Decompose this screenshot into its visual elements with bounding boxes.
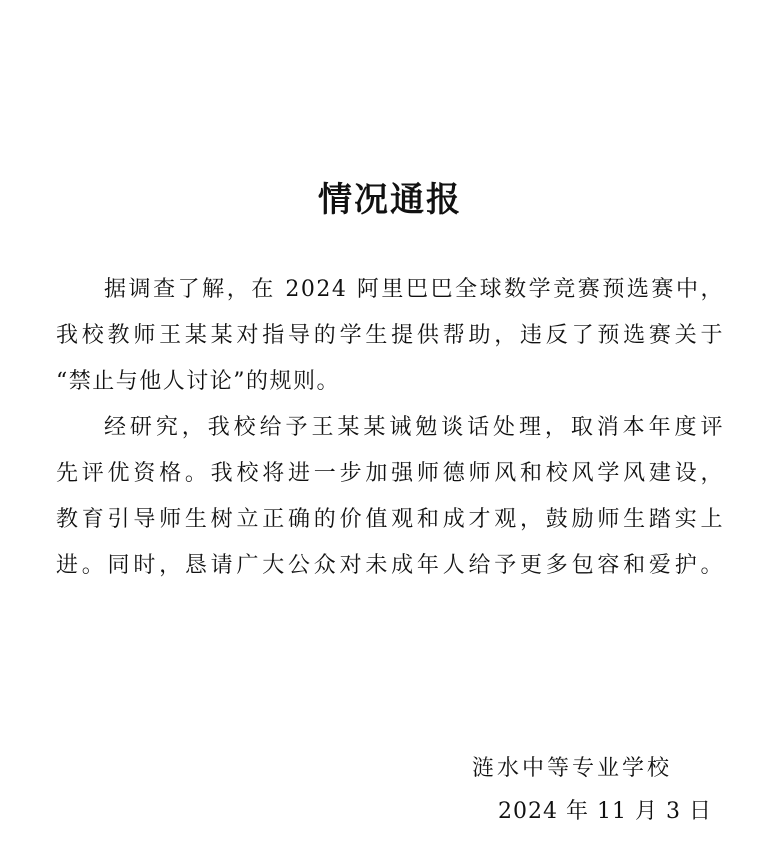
- signature-date: 2024 年 11 月 3 日: [498, 799, 712, 824]
- paragraph-2-line-1: 经研究，我校给予王某某诫勉谈话处理，取消本年度评: [104, 415, 724, 440]
- paragraph-2-line-2: 先评优资格。我校将进一步加强师德师风和校风学风建设，: [56, 461, 724, 486]
- paragraph-1-line-1: 据调查了解，在 2024 阿里巴巴全球数学竞赛预选赛中，: [104, 277, 724, 302]
- document-title: 情况通报: [318, 180, 462, 220]
- paragraph-2-line-3: 教育引导师生树立正确的价值观和成才观，鼓励师生踏实上: [56, 507, 724, 532]
- signature-organization: 涟水中等专业学校: [472, 756, 673, 781]
- paragraph-1-line-3: “禁止与他人讨论”的规则。: [56, 369, 340, 394]
- paragraph-2-line-4: 进。同时，恳请广大公众对未成年人给予更多包容和爱护。: [56, 553, 724, 578]
- paragraph-1-line-2: 我校教师王某某对指导的学生提供帮助，违反了预选赛关于: [56, 323, 724, 348]
